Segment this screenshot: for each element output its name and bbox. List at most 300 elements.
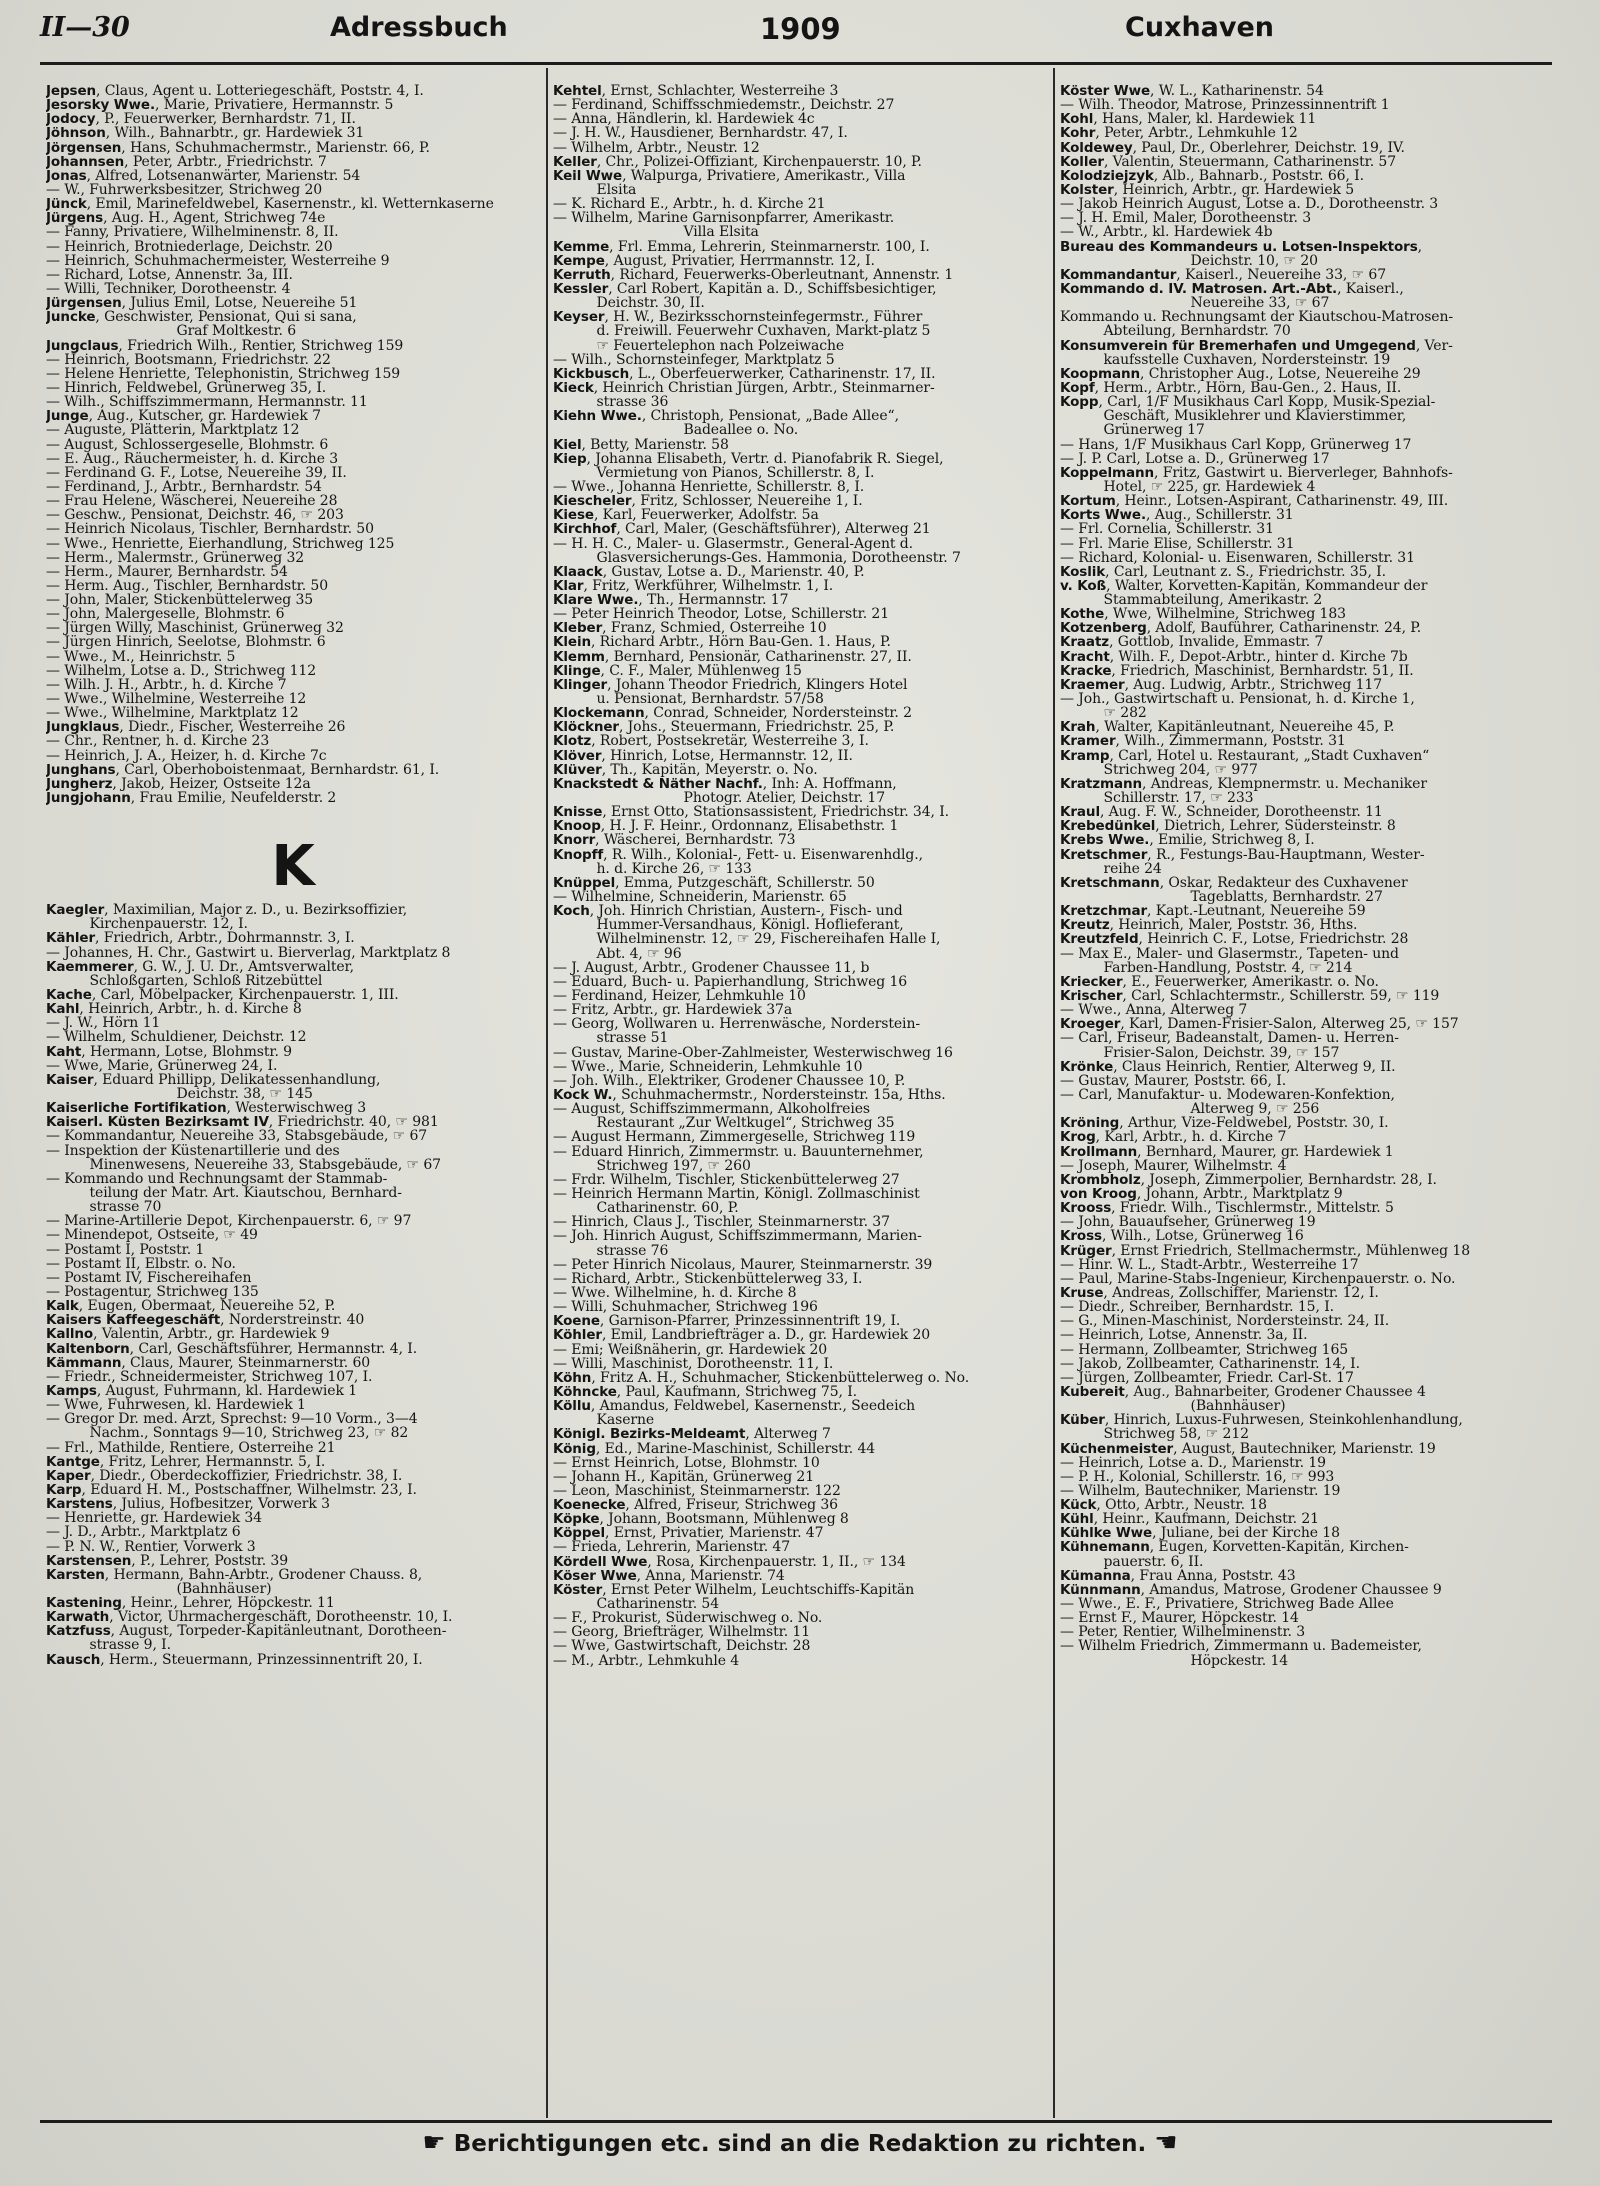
directory-entry: Klüver, Th., Kapitän, Meyerstr. o. No. bbox=[553, 761, 818, 778]
directory-entry: Abt. 4, ☞ 96 bbox=[553, 945, 682, 962]
directory-entry: — Gregor Dr. med. Arzt, Sprechst: 9—10 Vorm., 3—4 bbox=[46, 1411, 418, 1428]
directory-entry: (Bahnhäuser) bbox=[1060, 1398, 1286, 1415]
directory-entry: — J. H. Emil, Maler, Dorotheenstr. 3 bbox=[1060, 210, 1312, 227]
directory-entry: Kracht, Wilh. F., Depot-Arbtr., hinter d. Kirche 7b bbox=[1060, 648, 1408, 665]
directory-entry: Jonas, Alfred, Lotsenanwärter, Marienstr. 54 bbox=[46, 167, 361, 184]
directory-entry: Koenecke, Alfred, Friseur, Strichweg 36 bbox=[553, 1497, 838, 1514]
directory-entry: — Kommando und Rechnungsamt der Stammab- bbox=[46, 1170, 388, 1187]
directory-entry: — Wwe., Wilhelmine, Westerreihe 12 bbox=[46, 691, 307, 708]
directory-entry: Koene, Garnison-Pfarrer, Prinzessinnentrift 19, I. bbox=[553, 1313, 901, 1330]
directory-entry: Kiep, Johanna Elisabeth, Vertr. d. Pianofabrik R. Siegel, bbox=[553, 450, 944, 467]
directory-entry: — Hinr. W. L., Stadt-Arbtr., Westerreihe 17 bbox=[1060, 1256, 1359, 1273]
directory-entry: Kotzenberg, Adolf, Bauführer, Catharinenstr. 24, P. bbox=[1060, 620, 1422, 637]
directory-entry: — Willi, Schuhmacher, Strichweg 196 bbox=[553, 1299, 818, 1316]
directory-entry: Kroeger, Karl, Damen-Frisier-Salon, Alterweg 25, ☞ 157 bbox=[1060, 1016, 1459, 1033]
directory-entry: Krischer, Carl, Schlachtermstr., Schillerstr. 59, ☞ 119 bbox=[1060, 988, 1440, 1004]
directory-entry: Kiese, Karl, Feuerwerker, Adolfstr. 5a bbox=[553, 507, 819, 524]
directory-entry: Köllu, Amandus, Feldwebel, Kasernenstr., Seedeich bbox=[553, 1398, 916, 1415]
directory-entry: — Jürgen Willy, Maschinist, Grünerweg 32 bbox=[46, 620, 344, 637]
directory-entry: — Marine-Artillerie Depot, Kirchenpauerstr. 6, ☞ 97 bbox=[46, 1213, 412, 1230]
directory-entry: — August, Schlossergeselle, Blohmstr. 6 bbox=[46, 436, 329, 453]
directory-entry: Hummer-Versandhaus, Königl. Hoflieferant, bbox=[553, 917, 904, 934]
directory-entry: — Auguste, Plätterin, Marktplatz 12 bbox=[46, 422, 300, 439]
directory-entry: Glasversicherungs-Ges. Hammonia, Dorotheenstr. 7 bbox=[553, 549, 961, 566]
directory-entry: Kubereit, Aug., Bahnarbeiter, Grodener Chaussee 4 bbox=[1060, 1383, 1426, 1400]
directory-entry: — P. H., Kolonial, Schillerstr. 16, ☞ 993 bbox=[1060, 1468, 1335, 1485]
directory-entry: — Emi; Weißnäherin, gr. Hardewiek 20 bbox=[553, 1341, 828, 1358]
directory-entry: strasse 51 bbox=[553, 1030, 669, 1047]
directory-entry: Krombholz, Joseph, Zimmerpolier, Bernhardstr. 28, I. bbox=[1060, 1171, 1437, 1188]
directory-entry: — Frl. Cornelia, Schillerstr. 31 bbox=[1060, 521, 1274, 538]
directory-entry: — Wilhelm, Bautechniker, Marienstr. 19 bbox=[1060, 1482, 1341, 1499]
directory-entry: Hotel, ☞ 225, gr. Hardewiek 4 bbox=[1060, 478, 1316, 495]
header-rule bbox=[40, 62, 1552, 65]
directory-entry: — G., Minen-Maschinist, Nordersteinstr. 24, II. bbox=[1060, 1313, 1390, 1330]
directory-entry: Koopmann, Christopher Aug., Lotse, Neuereihe 29 bbox=[1060, 365, 1421, 382]
footer-rule bbox=[40, 2120, 1552, 2123]
directory-entry: — Wwe., Anna, Alterweg 7 bbox=[1060, 1002, 1248, 1019]
directory-entry: Farben-Handlung, Poststr. 4, ☞ 214 bbox=[1060, 959, 1353, 976]
directory-entry: Abteilung, Bernhardstr. 70 bbox=[1060, 323, 1291, 340]
directory-entry: Kleber, Franz, Schmied, Osterreihe 10 bbox=[553, 620, 827, 637]
directory-entry: Köhn, Fritz A. H., Schuhmacher, Stickenbüttelerweg o. No. bbox=[553, 1369, 970, 1386]
directory-entry: Krönke, Claus Heinrich, Rentier, Alterweg 9, II. bbox=[1060, 1058, 1396, 1075]
directory-entry: — Wilhelmine, Schneiderin, Marienstr. 65 bbox=[553, 889, 847, 906]
directory-entry: Strichweg 197, ☞ 260 bbox=[553, 1157, 751, 1174]
directory-entry: Klinge, C. F., Maler, Mühlenweg 15 bbox=[553, 662, 802, 679]
directory-entry: — Wwe, Marie, Grünerweg 24, I. bbox=[46, 1057, 278, 1074]
directory-entry: Kohr, Peter, Arbtr., Lehmkuhle 12 bbox=[1060, 125, 1298, 142]
directory-entry: Kerruth, Richard, Feuerwerks-Oberleutnant, Annenstr. 1 bbox=[553, 266, 954, 283]
directory-entry: — Ernst F., Maurer, Höpckestr. 14 bbox=[1060, 1610, 1299, 1627]
directory-entry: Kalk, Eugen, Obermaat, Neuereihe 52, P. bbox=[46, 1298, 336, 1315]
directory-entry: — Ferdinand, Schiffsschmiedemstr., Deichstr. 27 bbox=[553, 97, 895, 114]
directory-entry: u. Pensionat, Bernhardstr. 57/58 bbox=[553, 691, 824, 708]
directory-entry: — Heinrich, Bootsmann, Friedrichstr. 22 bbox=[46, 351, 331, 368]
directory-entry: — Helene Henriette, Telephonistin, Strichweg 159 bbox=[46, 365, 401, 382]
directory-entry: — Frdr. Wilhelm, Tischler, Stickenbüttelerweg 27 bbox=[553, 1171, 900, 1188]
directory-entry: — Ferdinand, Heizer, Lehmkuhle 10 bbox=[553, 988, 806, 1004]
directory-entry: — Herm., Malermstr., Grünerweg 32 bbox=[46, 549, 305, 566]
directory-entry: Kommando d. IV. Matrosen. Art.-Abt., Kaiserl., bbox=[1060, 280, 1404, 297]
directory-entry: — Wwe., Johanna Henriette, Schillerstr. 8, I. bbox=[553, 478, 865, 495]
directory-entry: — Friedr., Schneidermeister, Strichweg 107, I. bbox=[46, 1368, 373, 1385]
directory-entry: Johannsen, Peter, Arbtr., Friedrichstr. 7 bbox=[46, 153, 327, 170]
directory-entry: Kaiserliche Fortifikation, Westerwischweg 3 bbox=[46, 1100, 367, 1117]
directory-entry: — Fanny, Privatiere, Wilhelminenstr. 8, II. bbox=[46, 224, 339, 241]
pointing-hand-icon: ☚ bbox=[1154, 2128, 1178, 2158]
directory-entry: Kolodziejzyk, Alb., Bahnarb., Poststr. 66, I. bbox=[1060, 167, 1364, 184]
directory-entry: von Kroog, Johann, Arbtr., Marktplatz 9 bbox=[1060, 1185, 1343, 1202]
directory-entry: — Frl., Mathilde, Rentiere, Osterreihe 21 bbox=[46, 1439, 336, 1456]
directory-entry: Küber, Hinrich, Luxus-Fuhrwesen, Steinkohlenhandlung, bbox=[1060, 1412, 1463, 1429]
directory-entry: Klar, Fritz, Werkführer, Wilhelmstr. 1, I. bbox=[553, 577, 834, 594]
directory-entry: — Johann H., Kapitän, Grünerweg 21 bbox=[553, 1468, 815, 1485]
directory-entry: Grünerweg 17 bbox=[1060, 422, 1205, 439]
directory-entry: — Wwe., Henriette, Eierhandlung, Strichweg 125 bbox=[46, 535, 395, 552]
directory-entry: — Carl, Manufaktur- u. Modewaren-Konfektion, bbox=[1060, 1086, 1395, 1103]
directory-entry: Catharinenstr. 60, P. bbox=[553, 1200, 739, 1217]
directory-entry: Koller, Valentin, Steuermann, Catharinenstr. 57 bbox=[1060, 153, 1397, 170]
directory-entry: — Gustav, Marine-Ober-Zahlmeister, Westerwischweg 16 bbox=[553, 1044, 953, 1061]
directory-entry: Stammabteilung, Amerikastr. 2 bbox=[1060, 592, 1323, 609]
directory-entry: — Ferdinand, J., Arbtr., Bernhardstr. 54 bbox=[46, 478, 322, 495]
directory-entry: Kreutzfeld, Heinrich C. F., Lotse, Friedrichstr. 28 bbox=[1060, 931, 1409, 948]
directory-entry: — J. W., Hörn 11 bbox=[46, 1015, 161, 1032]
directory-entry: Graf Moltkestr. 6 bbox=[46, 323, 297, 340]
directory-entry: Jöhnson, Wilh., Bahnarbtr., gr. Hardewiek 31 bbox=[46, 125, 365, 142]
directory-entry: — Wwe., M., Heinrichstr. 5 bbox=[46, 648, 236, 665]
directory-entry: Strichweg 58, ☞ 212 bbox=[1060, 1426, 1249, 1443]
page-title: Adressbuch bbox=[330, 12, 508, 43]
directory-entry: — Leon, Maschinist, Steinmarnerstr. 122 bbox=[553, 1482, 841, 1499]
page-year: 1909 bbox=[760, 12, 841, 46]
directory-entry: — Willi, Maschinist, Dorotheenstr. 11, I. bbox=[553, 1355, 834, 1372]
directory-entry: Köhler, Emil, Landbriefträger a. D., gr. Hardewiek 20 bbox=[553, 1327, 931, 1344]
directory-entry: — Wwe., Marie, Schneiderin, Lehmkuhle 10 bbox=[553, 1058, 863, 1075]
directory-entry: — Georg, Wollwaren u. Herrenwäsche, Norderstein- bbox=[553, 1016, 920, 1033]
directory-entry: Jürgens, Aug. H., Agent, Strichweg 74e bbox=[46, 210, 326, 227]
directory-entry: — August, Schiffszimmermann, Alkoholfreies bbox=[553, 1101, 871, 1118]
directory-entry: — Heinrich, J. A., Heizer, h. d. Kirche 7c bbox=[46, 747, 327, 764]
directory-entry: — Eduard Hinrich, Zimmermstr. u. Bauunternehmer, bbox=[553, 1143, 924, 1160]
directory-entry: Kaemmerer, G. W., J. U. Dr., Amtsverwalter, bbox=[46, 958, 354, 975]
directory-entry: — Jakob Heinrich August, Lotse a. D., Dorotheenstr. 3 bbox=[1060, 196, 1439, 213]
directory-entry: (Bahnhäuser) bbox=[46, 1580, 272, 1597]
directory-entry: Kriecker, E., Feuerwerker, Amerikastr. o. No. bbox=[1060, 973, 1379, 990]
directory-entry: Photogr. Atelier, Deichstr. 17 bbox=[553, 790, 886, 807]
directory-entry: Koch, Joh. Hinrich Christian, Austern-, Fisch- und bbox=[553, 903, 903, 920]
directory-entry: Juncke, Geschwister, Pensionat, Qui si sana, bbox=[46, 309, 357, 326]
directory-entry: — Wilh. Theodor, Matrose, Prinzessinnentrift 1 bbox=[1060, 97, 1390, 114]
directory-entry: Jepsen, Claus, Agent u. Lotteriegeschäft, Poststr. 4, I. bbox=[46, 84, 424, 99]
directory-entry: Kohl, Hans, Maler, kl. Hardewiek 11 bbox=[1060, 111, 1317, 128]
directory-entry: Kühl, Heinr., Kaufmann, Deichstr. 21 bbox=[1060, 1511, 1319, 1528]
directory-entry: Kopf, Herm., Arbtr., Hörn, Bau-Gen., 2. Haus, II. bbox=[1060, 379, 1402, 396]
directory-entry: Kallno, Valentin, Arbtr., gr. Hardewiek 9 bbox=[46, 1326, 330, 1343]
directory-entry: — Wilhelm, Arbtr., Neustr. 12 bbox=[553, 139, 760, 156]
directory-entry: — Max E., Maler- und Glasermstr., Tapeten- und bbox=[1060, 945, 1399, 962]
directory-entry: — Wilh., Schornsteinfeger, Marktplatz 5 bbox=[553, 351, 835, 368]
directory-entry: Junghans, Carl, Oberhoboistenmaat, Bernhardstr. 61, I. bbox=[46, 761, 440, 778]
directory-entry: Köhncke, Paul, Kaufmann, Strichweg 75, I. bbox=[553, 1383, 858, 1400]
directory-entry: — M., Arbtr., Lehmkuhle 4 bbox=[553, 1652, 740, 1668]
directory-entry: — J. P. Carl, Lotse a. D., Grünerweg 17 bbox=[1060, 450, 1330, 467]
directory-entry: — Heinrich, Schuhmachermeister, Westerreihe 9 bbox=[46, 252, 390, 269]
directory-entry: Künnmann, Amandus, Matrose, Grodener Chaussee 9 bbox=[1060, 1581, 1442, 1598]
directory-entry: — Richard, Lotse, Annenstr. 3a, III. bbox=[46, 266, 293, 283]
column-divider bbox=[546, 68, 548, 2118]
directory-entry: Kemme, Frl. Emma, Lehrerin, Steinmarnerstr. 100, I. bbox=[553, 238, 930, 255]
directory-entry: — Willi, Techniker, Dorotheenstr. 4 bbox=[46, 280, 291, 297]
section-letter: K bbox=[271, 834, 315, 900]
pointing-hand-icon: ☛ bbox=[422, 2128, 446, 2158]
directory-entry: Karwath, Victor, Uhrmachergeschäft, Dorotheenstr. 10, I. bbox=[46, 1609, 453, 1626]
directory-entry: Keller, Chr., Polizei-Offiziant, Kirchenpauerstr. 10, P. bbox=[553, 153, 922, 170]
directory-entry: — Hinrich, Feldwebel, Grünerweg 35, I. bbox=[46, 379, 327, 396]
directory-entry: — Peter Hinrich Nicolaus, Maurer, Steinmarnerstr. 39 bbox=[553, 1256, 933, 1273]
directory-entry: — Postamt II, Elbstr. o. No. bbox=[46, 1255, 236, 1272]
directory-entry: — Carl, Friseur, Badeanstalt, Damen- u. Herren- bbox=[1060, 1030, 1399, 1047]
directory-entry: — Frl. Marie Elise, Schillerstr. 31 bbox=[1060, 535, 1295, 552]
directory-entry: Vermietung von Pianos, Schillerstr. 8, I. bbox=[553, 464, 875, 481]
directory-entry: Bureau des Kommandeurs u. Lotsen-Inspektors, bbox=[1060, 238, 1422, 255]
directory-entry: Neuereihe 33, ☞ 67 bbox=[1060, 295, 1330, 312]
directory-entry: Knackstedt & Näther Nachf., Inh: A. Hoffmann, bbox=[553, 775, 897, 792]
directory-entry: Deichstr. 30, II. bbox=[553, 295, 705, 312]
directory-entry: Knorr, Wäscherei, Bernhardstr. 73 bbox=[553, 832, 796, 849]
directory-entry: Klare Wwe., Th., Hermannstr. 17 bbox=[553, 592, 789, 609]
directory-entry: Klemm, Bernhard, Pensionär, Catharinenstr. 27, II. bbox=[553, 648, 912, 665]
directory-entry: Deichstr. 10, ☞ 20 bbox=[1060, 252, 1318, 269]
directory-entry: strasse 36 bbox=[553, 394, 669, 411]
directory-entry: — Inspektion der Küstenartillerie und des bbox=[46, 1142, 340, 1159]
directory-entry: pauerstr. 6, II. bbox=[1060, 1553, 1204, 1570]
directory-entry: Strichweg 204, ☞ 977 bbox=[1060, 761, 1258, 778]
directory-entry: Karstens, Julius, Hofbesitzer, Vorwerk 3 bbox=[46, 1496, 330, 1513]
directory-entry: — Heinrich, Lotse, Annenstr. 3a, II. bbox=[1060, 1327, 1308, 1344]
directory-entry: Kommandantur, Kaiserl., Neuereihe 33, ☞ 67 bbox=[1060, 266, 1387, 283]
directory-entry: Kiescheler, Fritz, Schlosser, Neuereihe 1, I. bbox=[553, 493, 863, 510]
directory-entry: — J. D., Arbtr., Marktplatz 6 bbox=[46, 1524, 241, 1541]
directory-entry: Knoop, H. J. F. Heinr., Ordonnanz, Elisabethstr. 1 bbox=[553, 818, 899, 835]
directory-entry: Kraemer, Aug. Ludwig, Arbtr., Strichweg 117 bbox=[1060, 676, 1383, 693]
directory-entry: Klockemann, Conrad, Schneider, Nordersteinstr. 2 bbox=[553, 705, 912, 722]
directory-entry: Kümanna, Frau Anna, Poststr. 43 bbox=[1060, 1567, 1296, 1584]
directory-entry: Klöckner, Johs., Steuermann, Friedrichstr. 25, P. bbox=[553, 719, 895, 736]
directory-entry: — Johannes, H. Chr., Gastwirt u. Bierverlag, Marktplatz 8 bbox=[46, 944, 451, 961]
directory-entry: Königl. Bezirks-Meldeamt, Alterweg 7 bbox=[553, 1426, 831, 1443]
directory-entry: — Frau Helene, Wäscherei, Neuereihe 28 bbox=[46, 493, 338, 510]
directory-entry: teilung der Matr. Art. Kiautschou, Bernhard- bbox=[46, 1184, 402, 1201]
directory-entry: Karstensen, P., Lehrer, Poststr. 39 bbox=[46, 1552, 289, 1569]
directory-entry: — Postagentur, Strichweg 135 bbox=[46, 1283, 259, 1300]
directory-entry: ☞ Feuertelephon nach Polzeiwache bbox=[553, 337, 845, 354]
directory-entry: Jungherz, Jakob, Heizer, Ostseite 12a bbox=[46, 775, 311, 792]
directory-entry: Kreutz, Heinrich, Maler, Poststr. 36, Hths. bbox=[1060, 917, 1358, 934]
directory-entry: Karp, Eduard H. M., Postschaffner, Wilhelmstr. 23, I. bbox=[46, 1481, 417, 1498]
directory-column-3 bbox=[1060, 84, 1554, 1668]
directory-entry: strasse 70 bbox=[46, 1199, 162, 1216]
directory-entry: Kraatz, Gottlob, Invalide, Emmastr. 7 bbox=[1060, 634, 1324, 651]
page-number: II—30 bbox=[40, 12, 130, 43]
directory-entry: — Gustav, Maurer, Poststr. 66, I. bbox=[1060, 1072, 1287, 1089]
directory-entry: Knisse, Ernst Otto, Stationsassistent, Friedrichstr. 34, I. bbox=[553, 804, 950, 821]
directory-entry: Kross, Wilh., Lotse, Grünerweg 16 bbox=[1060, 1228, 1304, 1245]
directory-entry: Kühnemann, Eugen, Korvetten-Kapitän, Kirchen- bbox=[1060, 1539, 1409, 1556]
directory-entry: Krah, Walter, Kapitänleutnant, Neuereihe 45, P. bbox=[1060, 719, 1395, 736]
directory-entry: Karsten, Hermann, Bahn-Arbtr., Grodener Chauss. 8, bbox=[46, 1566, 423, 1583]
directory-entry: — Jürgen Hinrich, Seelotse, Blohmstr. 6 bbox=[46, 634, 326, 651]
directory-entry: Restaurant „Zur Weltkugel“, Strichweg 35 bbox=[553, 1115, 895, 1132]
page-header bbox=[40, 8, 1550, 60]
directory-entry: — Richard, Arbtr., Stickenbüttelerweg 33, I. bbox=[553, 1270, 863, 1287]
directory-entry: Katzfuss, August, Torpeder-Kapitänleutnant, Dorotheen- bbox=[46, 1623, 447, 1640]
directory-entry: Krebedünkel, Dietrich, Lehrer, Südersteinstr. 8 bbox=[1060, 818, 1396, 835]
directory-entry: — Eduard, Buch- u. Papierhandlung, Strichweg 16 bbox=[553, 973, 908, 990]
directory-entry: — J. August, Arbtr., Grodener Chaussee 11, b bbox=[553, 959, 870, 976]
directory-entry: — Postamt I, Poststr. 1 bbox=[46, 1241, 205, 1258]
directory-entry: — Herm., Maurer, Bernhardstr. 54 bbox=[46, 563, 288, 580]
directory-entry: kaufsstelle Cuxhaven, Nordersteinstr. 19 bbox=[1060, 351, 1391, 368]
directory-entry: Krollmann, Bernhard, Maurer, gr. Hardewiek 1 bbox=[1060, 1143, 1394, 1160]
directory-entry: — Heinrich Nicolaus, Tischler, Bernhardstr. 50 bbox=[46, 521, 374, 538]
directory-entry: Klein, Richard Arbtr., Hörn Bau-Gen. 1. Haus, P. bbox=[553, 634, 891, 651]
directory-entry: Kache, Carl, Möbelpacker, Kirchenpauerstr. 1, III. bbox=[46, 987, 399, 1004]
directory-entry: Schillerstr. 17, ☞ 233 bbox=[1060, 790, 1254, 807]
directory-entry: Kramp, Carl, Hotel u. Restaurant, „Stadt Cuxhaven“ bbox=[1060, 747, 1430, 764]
directory-entry: — Frieda, Lehrerin, Marienstr. 47 bbox=[553, 1539, 791, 1556]
directory-entry: Krüger, Ernst Friedrich, Stellmachermstr., Mühlenweg 18 bbox=[1060, 1242, 1471, 1259]
directory-entry: Kaegler, Maximilian, Major z. D., u. Bezirksoffizier, bbox=[46, 902, 408, 919]
directory-entry: Villa Elsita bbox=[553, 224, 759, 241]
directory-entry: Kommando u. Rechnungsamt der Kiautschou-Matrosen- bbox=[1060, 309, 1454, 326]
directory-entry: Kaiserl. Küsten Bezirksamt IV, Friedrichstr. 40, ☞ 981 bbox=[46, 1114, 439, 1131]
directory-entry: Jörgensen, Hans, Schuhmachermstr., Marienstr. 66, P. bbox=[46, 139, 430, 156]
directory-entry: Wilhelminenstr. 12, ☞ 29, Fischereihafen Halle I, bbox=[553, 931, 941, 948]
directory-entry: — Wwe, Fuhrwesen, kl. Hardewiek 1 bbox=[46, 1397, 306, 1414]
directory-entry: Jesorsky Wwe., Marie, Privatiere, Hermannstr. 5 bbox=[46, 97, 394, 114]
directory-entry: reihe 24 bbox=[1060, 860, 1162, 877]
directory-entry: Kracke, Friedrich, Maschinist, Bernhardstr. 51, II. bbox=[1060, 662, 1414, 679]
directory-entry: Kämmann, Claus, Maurer, Steinmarnerstr. 60 bbox=[46, 1354, 371, 1371]
directory-entry: Tageblatts, Bernhardstr. 27 bbox=[1060, 889, 1383, 906]
directory-entry: — Wilhelm, Marine Garnisonpfarrer, Amerikastr. bbox=[553, 210, 895, 227]
directory-entry: Kickbusch, L., Oberfeuerwerker, Catharinenstr. 17, II. bbox=[553, 365, 936, 382]
directory-entry: — John, Bauaufseher, Grünerweg 19 bbox=[1060, 1214, 1316, 1231]
directory-entry: — John, Malergeselle, Blohmstr. 6 bbox=[46, 606, 285, 623]
directory-entry: Knopff, R. Wilh., Kolonial-, Fett- u. Eisenwarenhdlg., bbox=[553, 846, 923, 863]
directory-entry: — John, Maler, Stickenbüttelerweg 35 bbox=[46, 592, 314, 609]
directory-entry: Köpke, Johann, Bootsmann, Mühlenweg 8 bbox=[553, 1511, 849, 1528]
directory-entry: — Herm. Aug., Tischler, Bernhardstr. 50 bbox=[46, 577, 329, 594]
directory-entry: Kretschmann, Oskar, Redakteur des Cuxhavener bbox=[1060, 874, 1408, 891]
directory-entry: Koppelmann, Fritz, Gastwirt u. Bierverleger, Bahnhofs- bbox=[1060, 464, 1453, 481]
directory-entry: — Wilhelm Friedrich, Zimmermann u. Bademeister, bbox=[1060, 1638, 1422, 1655]
directory-entry: — Peter Heinrich Theodor, Lotse, Schillerstr. 21 bbox=[553, 606, 890, 623]
directory-entry: — Anna, Händlerin, kl. Hardewiek 4c bbox=[553, 111, 815, 128]
directory-entry: Kahl, Heinrich, Arbtr., h. d. Kirche 8 bbox=[46, 1001, 302, 1018]
directory-entry: Schloßgarten, Schloß Ritzebüttel bbox=[46, 972, 323, 989]
directory-entry: — Wwe., Wilhelmine, Marktplatz 12 bbox=[46, 705, 299, 722]
directory-entry: — Hermann, Zollbeamter, Strichweg 165 bbox=[1060, 1341, 1349, 1358]
directory-entry: — Jürgen, Zollbeamter, Friedr. Carl-St. 17 bbox=[1060, 1369, 1354, 1386]
directory-entry: Geschäft, Musiklehrer und Klavierstimmer, bbox=[1060, 408, 1407, 425]
directory-entry: v. Koß, Walter, Korvetten-Kapitän, Kommandeur der bbox=[1060, 577, 1428, 594]
directory-entry: Kempe, August, Privatier, Herrmannstr. 12, I. bbox=[553, 252, 875, 269]
directory-entry: Kamps, August, Fuhrmann, kl. Hardewiek 1 bbox=[46, 1382, 357, 1399]
directory-entry: Frisier-Salon, Deichstr. 39, ☞ 157 bbox=[1060, 1044, 1340, 1061]
directory-entry: König, Ed., Marine-Maschinist, Schillerstr. 44 bbox=[553, 1440, 876, 1457]
directory-entry: Kratzmann, Andreas, Klempnermstr. u. Mechaniker bbox=[1060, 775, 1427, 792]
directory-entry: Korts Wwe., Aug., Schillerstr. 31 bbox=[1060, 507, 1294, 524]
directory-entry: — Joh., Gastwirtschaft u. Pensionat, h. d. Kirche 1, bbox=[1060, 691, 1415, 708]
directory-entry: — Heinrich, Brotniederlage, Deichstr. 20 bbox=[46, 238, 333, 255]
directory-entry: Elsita bbox=[553, 181, 637, 198]
directory-entry: Kretschmer, R., Festungs-Bau-Hauptmann, Wester- bbox=[1060, 846, 1425, 863]
directory-entry: h. d. Kirche 26, ☞ 133 bbox=[553, 860, 752, 877]
directory-entry: Kaht, Hermann, Lotse, Blohmstr. 9 bbox=[46, 1043, 292, 1060]
directory-entry: Kolster, Heinrich, Arbtr., gr. Hardewiek 5 bbox=[1060, 181, 1355, 198]
directory-entry: — Heinrich, Lotse a. D., Marienstr. 19 bbox=[1060, 1454, 1326, 1471]
directory-entry: Krebs Wwe., Emilie, Strichweg 8, I. bbox=[1060, 832, 1315, 849]
directory-entry: Kruse, Andreas, Zollschiffer, Marienstr. 12, I. bbox=[1060, 1284, 1379, 1301]
directory-entry: Kraul, Aug. F. W., Schneider, Dorotheenstr. 11 bbox=[1060, 804, 1383, 821]
directory-entry: — Richard, Kolonial- u. Eisenwaren, Schillerstr. 31 bbox=[1060, 549, 1415, 566]
directory-entry: — Peter, Rentier, Wilhelminenstr. 3 bbox=[1060, 1624, 1306, 1641]
directory-entry: — Hans, 1/F Musikhaus Carl Kopp, Grünerweg 17 bbox=[1060, 436, 1412, 453]
directory-entry: Kaiser, Eduard Phillipp, Delikatessenhandlung, bbox=[46, 1071, 381, 1088]
directory-entry: Köster, Ernst Peter Wilhelm, Leuchtschiffs-Kapitän bbox=[553, 1581, 915, 1598]
directory-entry: — Minendepot, Ostseite, ☞ 49 bbox=[46, 1227, 258, 1244]
directory-entry: Jungclaus, Friedrich Wilh., Rentier, Strichweg 159 bbox=[46, 337, 404, 354]
page-footer bbox=[0, 2128, 1600, 2158]
directory-entry: — Wwe. Wilhelmine, h. d. Kirche 8 bbox=[553, 1284, 797, 1301]
directory-entry: Kirchenpauerstr. 12, I. bbox=[46, 916, 248, 933]
directory-entry: — H. H. C., Maler- u. Glasermstr., General-Agent d. bbox=[553, 535, 914, 552]
directory-entry: d. Freiwill. Feuerwehr Cuxhaven, Markt-platz 5 bbox=[553, 323, 931, 340]
directory-entry: — W., Arbtr., kl. Hardewiek 4b bbox=[1060, 224, 1273, 241]
directory-entry: — Postamt IV, Fischereihafen bbox=[46, 1269, 252, 1286]
directory-entry: Kramer, Wilh., Zimmermann, Poststr. 31 bbox=[1060, 733, 1346, 750]
directory-entry: Kiel, Betty, Marienstr. 58 bbox=[553, 436, 729, 453]
directory-entry: — Henriette, gr. Hardewiek 34 bbox=[46, 1510, 262, 1527]
directory-entry: Kück, Otto, Arbtr., Neustr. 18 bbox=[1060, 1497, 1267, 1514]
directory-entry: Koldewey, Paul, Dr., Oberlehrer, Deichstr. 19, IV. bbox=[1060, 139, 1405, 156]
directory-entry: — K. Richard E., Arbtr., h. d. Kirche 21 bbox=[553, 196, 826, 213]
directory-column-1 bbox=[46, 84, 540, 1667]
directory-entry: — F., Prokurist, Süderwischweg o. No. bbox=[553, 1610, 823, 1627]
directory-entry: Konsumverein für Bremerhafen und Umgegend, Ver- bbox=[1060, 337, 1453, 354]
directory-entry: Kaisers Kaffeegeschäft, Norderstreinstr. 40 bbox=[46, 1312, 365, 1329]
directory-entry: — Wilhelm, Lotse a. D., Strichweg 112 bbox=[46, 662, 317, 679]
directory-entry: Klaack, Gustav, Lotse a. D., Marienstr. 40, P. bbox=[553, 563, 865, 580]
directory-entry: Köser Wwe, Anna, Marienstr. 74 bbox=[553, 1567, 785, 1584]
directory-entry: — Joseph, Maurer, Wilhelmstr. 4 bbox=[1060, 1157, 1287, 1174]
directory-entry: — Joh. Hinrich August, Schiffszimmermann, Marien- bbox=[553, 1228, 922, 1245]
directory-entry: ☞ 282 bbox=[1060, 705, 1147, 722]
directory-entry: — J. H. W., Hausdiener, Bernhardstr. 47, I. bbox=[553, 125, 848, 142]
directory-entry: — Joh. Wilh., Elektriker, Grodener Chaussee 10, P. bbox=[553, 1072, 906, 1089]
directory-entry: Kiehn Wwe., Christoph, Pensionat, „Bade Allee“, bbox=[553, 408, 899, 425]
directory-entry: Junge, Aug., Kutscher, gr. Hardewiek 7 bbox=[46, 408, 321, 425]
directory-entry: — Georg, Briefträger, Wilhelmstr. 11 bbox=[553, 1624, 811, 1641]
directory-entry: Kessler, Carl Robert, Kapitän a. D., Schiffsbesichtiger, bbox=[553, 280, 937, 297]
directory-entry: — Jakob, Zollbeamter, Catharinenstr. 14, I. bbox=[1060, 1355, 1360, 1372]
directory-entry: Kördell Wwe, Rosa, Kirchenpauerstr. 1, II., ☞ 134 bbox=[553, 1553, 906, 1570]
directory-entry: Keyser, H. W., Bezirksschornsteinfegermstr., Führer bbox=[553, 309, 923, 326]
directory-entry: — Kommandantur, Neuereihe 33, Stabsgebäude, ☞ 67 bbox=[46, 1128, 428, 1145]
directory-entry: Klotz, Robert, Postsekretär, Westerreihe 3, I. bbox=[553, 733, 869, 750]
directory-entry: Kröning, Arthur, Vize-Feldwebel, Poststr. 30, I. bbox=[1060, 1115, 1389, 1132]
directory-entry: Knüppel, Emma, Putzgeschäft, Schillerstr. 50 bbox=[553, 874, 875, 891]
directory-entry: — Ernst Heinrich, Lotse, Blohmstr. 10 bbox=[553, 1454, 820, 1471]
directory-entry: Jürgensen, Julius Emil, Lotse, Neuereihe 51 bbox=[46, 295, 358, 312]
directory-entry: Jünck, Emil, Marinefeldwebel, Kasernenstr., kl. Wetternkaserne bbox=[46, 196, 494, 213]
directory-entry: — Wilh., Schiffszimmermann, Hermannstr. 11 bbox=[46, 394, 368, 411]
directory-entry: Kirchhof, Carl, Maler, (Geschäftsführer), Alterweg 21 bbox=[553, 521, 931, 538]
directory-entry: Kieck, Heinrich Christian Jürgen, Arbtr., Steinmarner- bbox=[553, 379, 935, 396]
directory-entry: Deichstr. 38, ☞ 145 bbox=[46, 1086, 313, 1102]
directory-entry: Kantge, Fritz, Lehrer, Hermannstr. 5, I. bbox=[46, 1453, 326, 1470]
directory-entry: — Heinrich Hermann Martin, Königl. Zollmaschinist bbox=[553, 1185, 920, 1202]
directory-entry: Catharinenstr. 54 bbox=[553, 1596, 720, 1613]
directory-entry: — August Hermann, Zimmergeselle, Strichweg 119 bbox=[553, 1129, 916, 1146]
directory-entry: — W., Fuhrwerksbesitzer, Strichweg 20 bbox=[46, 181, 323, 198]
directory-entry: — Wwe, Gastwirtschaft, Deichstr. 28 bbox=[553, 1638, 811, 1655]
directory-entry: Kühlke Wwe, Juliane, bei der Kirche 18 bbox=[1060, 1525, 1340, 1542]
directory-entry: Klinger, Johann Theodor Friedrich, Klingers Hotel bbox=[553, 676, 908, 693]
